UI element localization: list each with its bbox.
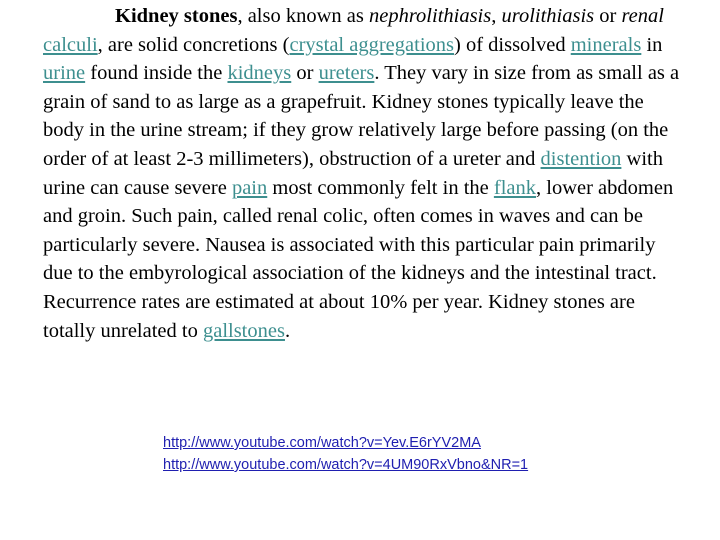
kidney-stones-paragraph <box>43 2 683 345</box>
text-segment: . <box>284 319 291 342</box>
link-distention[interactable]: distention <box>540 147 622 170</box>
link-gallstones[interactable]: gallstones <box>202 319 285 342</box>
term-kidney-stones: Kidney stones <box>115 5 238 27</box>
text-segment: . They vary in size from as small as a grain of sand to as large as a grapefruit. Kidney stones typically leave the body in the urine stream; if they grow relatively large before passing (on the order of at least 2-3 millimeters), obstruction of a ureter and <box>43 62 680 170</box>
link-kidneys[interactable]: kidneys <box>227 62 292 85</box>
link-crystal-aggregations[interactable]: crystal aggregations <box>289 33 454 56</box>
link-minerals[interactable]: minerals <box>570 33 642 56</box>
text-segment: , <box>491 5 502 27</box>
link-ureters[interactable]: ureters <box>318 62 375 85</box>
text-segment: , also known as <box>237 5 369 27</box>
youtube-link-2[interactable]: http://www.youtube.com/watch?v=4UM90RxVbno&NR=1 <box>163 457 529 473</box>
text-segment: most commonly felt in the <box>267 176 494 199</box>
text-segment: or <box>291 62 319 85</box>
text-segment: , lower abdomen and groin. Such pain, called renal colic, often comes in waves and can be particularly severe. Nausea is associated with this particular pain primarily due to the embyrological association of the kidneys and the intestinal tract. Recurrence rates are estimated at about 10% per year. Kidney stones are totally unrelated to <box>43 176 674 342</box>
text-segment: ) of dissolved <box>454 33 571 56</box>
term-nephrolithiasis: nephrolithiasis <box>368 5 492 27</box>
text-segment: or <box>594 5 622 27</box>
text-segment: in <box>641 33 663 56</box>
term-urolithiasis: urolithiasis <box>501 5 595 27</box>
link-pain[interactable]: pain <box>231 176 268 199</box>
text-segment: with urine can cause severe <box>43 147 663 199</box>
link-urine[interactable]: urine <box>43 62 86 85</box>
term-renal: renal <box>621 5 664 27</box>
text-segment: found inside the <box>85 62 228 85</box>
text-segment: , are solid concretions ( <box>97 33 290 56</box>
youtube-link-1[interactable]: http://www.youtube.com/watch?v=Yev.E6rYV2MA <box>163 435 481 451</box>
video-links <box>163 432 528 476</box>
link-flank[interactable]: flank <box>493 176 536 199</box>
link-calculi[interactable]: calculi <box>43 33 98 56</box>
